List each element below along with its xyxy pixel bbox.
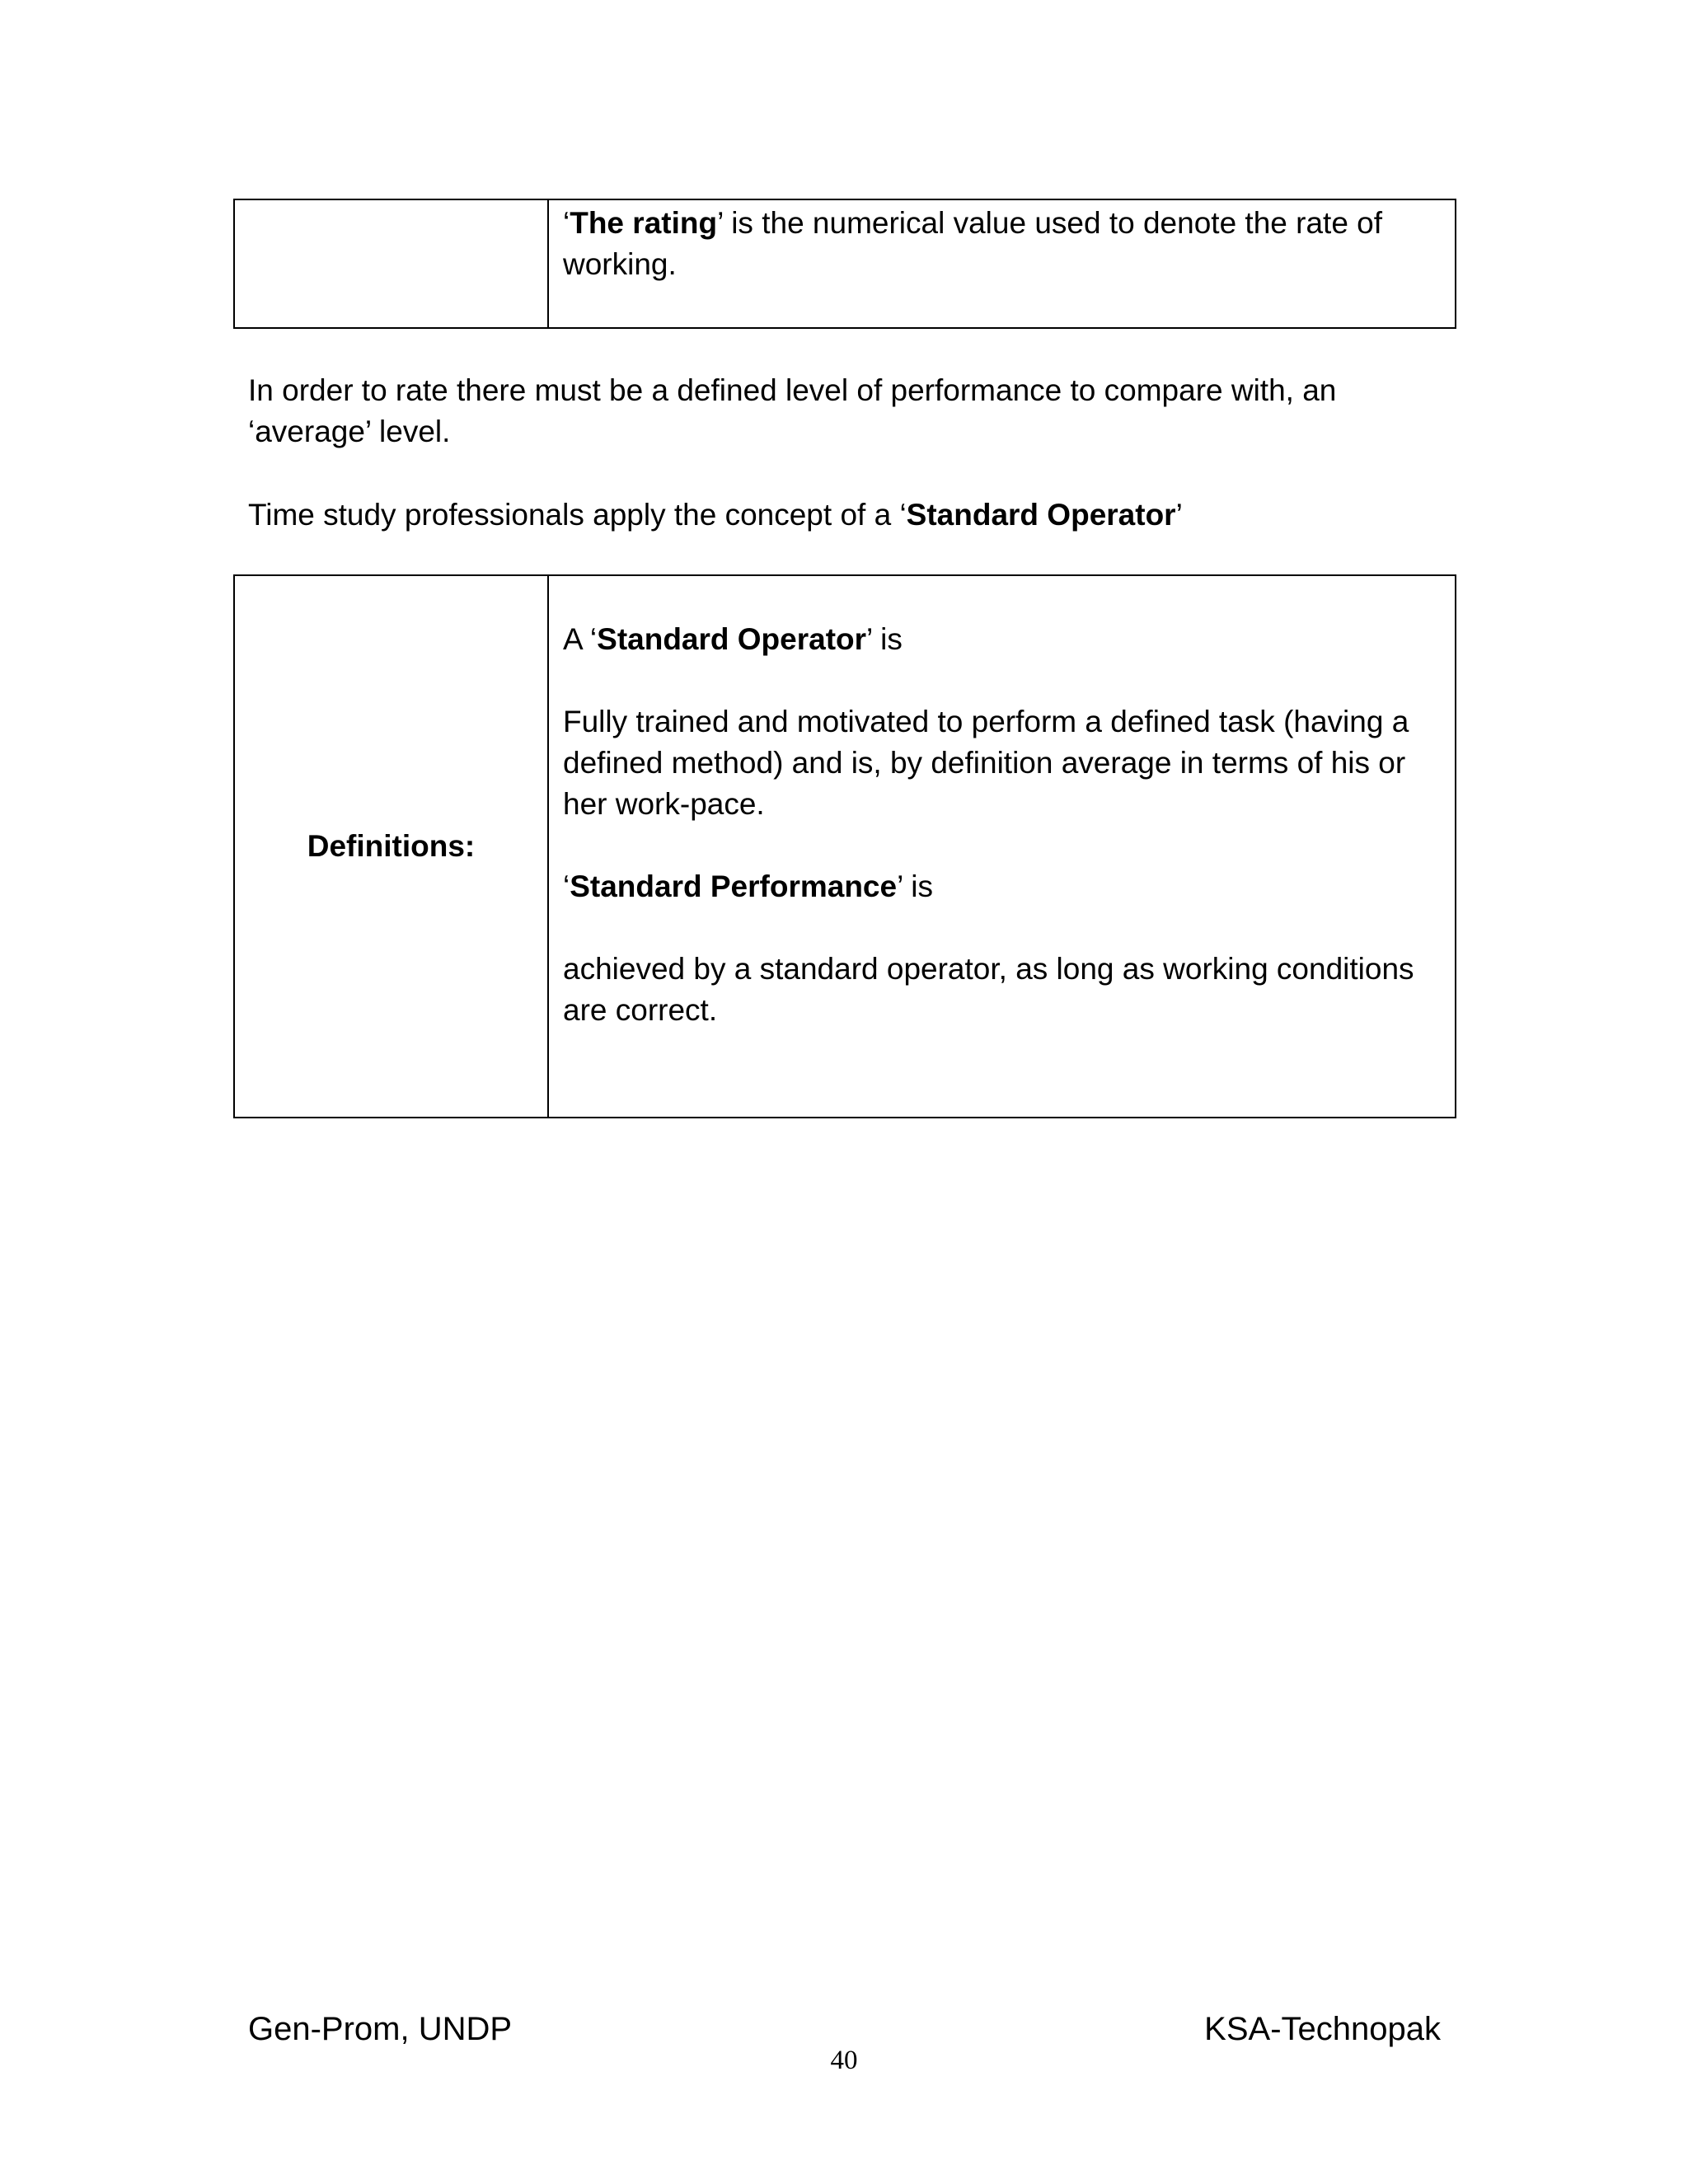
footer-right-text: KSA-Technopak [1204,2011,1441,2047]
def2-term: Standard Performance [570,869,898,903]
standard-performance-heading [563,866,1442,907]
intro-close-quote: ’ [1175,498,1183,532]
definitions-table [233,574,1456,1118]
average-level-paragraph: In order to rate there must be a defined level of performance to compare with, an ‘average’ level. [248,373,1337,448]
definitions-label-cell [234,575,548,1118]
table-row [234,199,1456,328]
open-quote: ‘ [563,206,570,240]
def1-suffix: ’ is [866,622,903,656]
rating-term: The rating [570,206,718,240]
intro-bold-term: Standard Operator [906,498,1176,532]
standard-performance-definition: achieved by a standard operator, as long as working conditions are correct. [563,952,1414,1027]
rating-definition-cell [548,199,1456,328]
rating-description: ’ is the numerical value used to denote the rate of working. [563,206,1383,281]
definitions-content-cell [548,575,1456,1118]
page-number: 40 [830,2046,858,2075]
def2-suffix: ’ is [897,869,933,903]
rating-definition-table [233,199,1456,329]
def1-term: Standard Operator [597,622,867,656]
definitions-label: Definitions: [307,829,476,863]
intro-text: Time study professionals apply the concept of a ‘ [248,498,907,532]
footer-left-text: Gen-Prom, UNDP [248,2011,513,2047]
def2-prefix: ‘ [563,869,570,903]
standard-operator-intro [248,494,1451,536]
table-left-cell [234,199,548,328]
table-row [234,575,1456,1118]
def1-prefix: A ‘ [563,622,598,656]
standard-operator-definition: Fully trained and motivated to perform a defined task (having a defined method) and is, by definition average in terms of his or her work-pace. [563,705,1409,821]
standard-operator-heading [563,619,1442,660]
